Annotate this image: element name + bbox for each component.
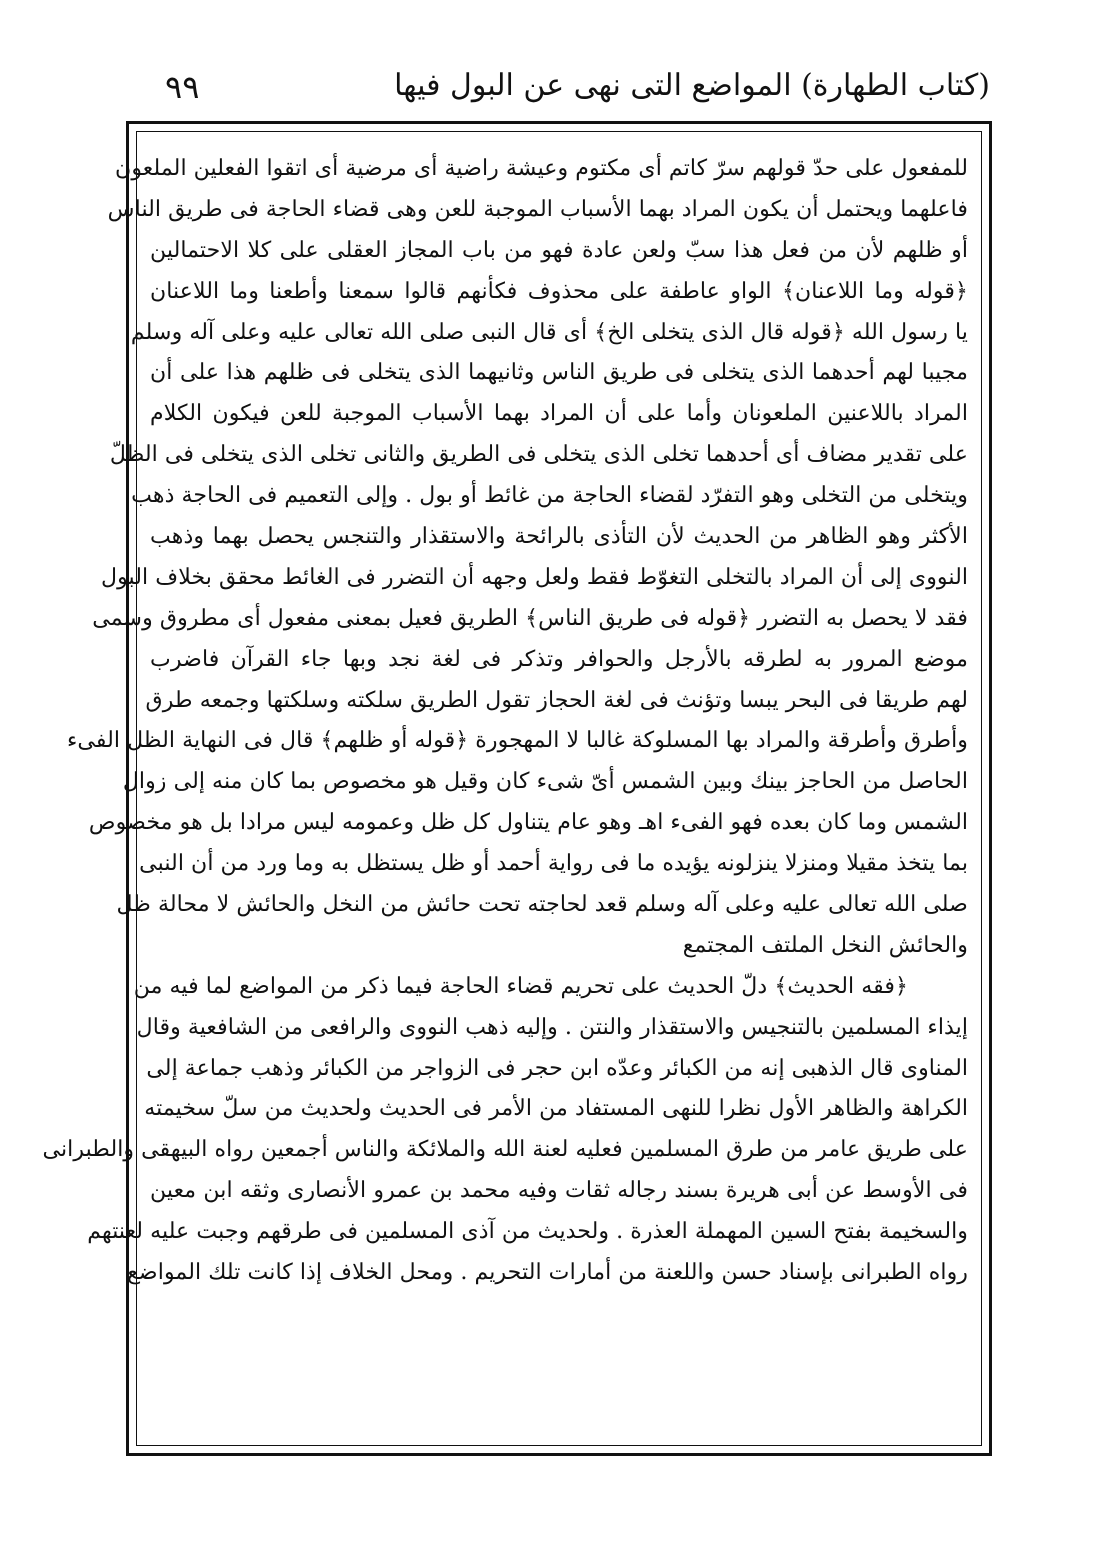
text-line: الشمس وما كان بعده فهو الفىء اهـ وهو عام يتناول كل ظل وعمومه ليس مرادا بل هو مخصوص <box>88 809 968 836</box>
text-line: فى الأوسط عن أبى هريرة بسند رجاله ثقات وفيه محمد بن عمرو الأنصارى وثقه ابن معين <box>150 1177 969 1204</box>
text-line: للمفعول على حدّ قولهم سرّ كاتم أى مكتوم وعيشة راضية أى مرضية أى اتقوا الفعلين الملعون <box>115 155 968 181</box>
text-line: رواه الطبرانى بإسناد حسن واللعنة من أمارات التحريم . ومحل الخلاف إذا كانت تلك المواضع <box>127 1259 968 1286</box>
text-line: أو ظلهم لأن من فعل هذا سبّ ولعن عادة فهو من باب المجاز العقلى على كلا الاحتمالين <box>150 236 968 263</box>
paragraph-start-line: ﴿فقه الحديث﴾ دلّ الحديث على تحريم قضاء الحاجة فيما ذكر من المواضع لما فيه من <box>133 972 908 999</box>
paragraph-end-line: والحائش النخل الملتف المجتمع <box>682 931 968 958</box>
text-line: موضع المرور به لطرقه بالأرجل والحوافر وتذكر فى لغة نجد وبها جاء القرآن فاضرب <box>150 645 968 672</box>
text-line: ويتخلى من التخلى وهو التفرّد لقضاء الحاجة من غائط أو بول . وإلى التعميم فى الحاجة ذهب <box>131 482 968 509</box>
text-line: صلى الله تعالى عليه وعلى آله وسلم قعد لحاجته تحت حائش من النخل والحائش لا محالة ظل <box>116 891 968 918</box>
page-number: ٩٩ <box>165 68 200 106</box>
text-line: المراد باللاعنين الملعونان وأما على أن المراد بهما الأسباب الموجبة للعن فيكون الكلام <box>150 400 968 427</box>
text-line: الحاصل من الحاجز بينك وبين الشمس أىّ شىء كان وقيل هو مخصوص بما كان منه إلى زوال <box>122 768 968 795</box>
text-line: فقد لا يحصل به التضرر ﴿قوله فى طريق الناس﴾ الطريق فعيل بمعنى مفعول أى مطروق وسمى <box>92 604 968 631</box>
text-line: والسخيمة بفتح السين المهملة العذرة . ولحديث من آذى المسلمين فى طرقهم وجبت عليه لعنتهم <box>87 1218 968 1245</box>
text-line: ﴿قوله وما اللاعنان﴾ الواو عاطفة على محذوف فكأنهم قالوا سمعنا وأطعنا وما اللاعنان <box>150 277 968 304</box>
running-title: (كتاب الطهارة) المواضع التى نهى عن البول فيها <box>394 68 990 103</box>
text-line: يا رسول الله ﴿قوله قال الذى يتخلى الخ﴾ أى قال النبى صلى الله تعالى عليه وعلى آله وسلم <box>130 318 968 345</box>
text-line: إيذاء المسلمين بالتنجيس والاستقذار والنتن . وإليه ذهب النووى والرافعى من الشافعية وقال <box>136 1013 968 1040</box>
text-line: لهم طريقا فى البحر يبسا وتؤنث فى لغة الحجاز تقول الطريق سلكته وسلكتها وجمعه طرق <box>145 686 968 713</box>
text-line: الأكثر وهو الظاهر من الحديث لأن التأذى بالرائحة والاستقذار والتنجس يحصل بهما وذهب <box>150 523 968 550</box>
text-line: الكراهة والظاهر الأول نظرا للنهى المستفاد من الأمر فى الحديث ولحديث من سلّ سخيمته <box>144 1095 968 1122</box>
page-header <box>130 66 990 116</box>
text-line: وأطرق وأطرقة والمراد بها المسلوكة غالبا لا المهجورة ﴿قوله أو ظلهم﴾ قال فى النهاية الظل الفىء <box>67 727 968 754</box>
text-line: بما يتخذ مقيلا ومنزلا ينزلونه يؤيده ما فى رواية أحمد أو ظل يستظل به وما ورد من أن النبى <box>139 850 968 877</box>
text-line: على طريق عامر من طرق المسلمين فعليه لعنة الله والملائكة والناس أجمعين رواه البيهقى والطبرانى <box>42 1136 968 1163</box>
text-line: مجيبا لهم أحدهما الذى يتخلى فى طريق الناس وثانيهما الذى يتخلى فى ظلهم هذا على أن <box>150 359 968 386</box>
text-body <box>42 148 969 1293</box>
text-line: المناوى قال الذهبى إنه من الكبائر وعدّه ابن حجر فى الزواجر من الكبائر وذهب جماعة إلى <box>146 1054 968 1081</box>
text-line: النووى إلى أن المراد بالتخلى التغوّط فقط ولعل وجهه أن التضرر فى الغائط محقق بخلاف البول <box>100 563 968 590</box>
text-line: على تقدير مضاف أى أحدهما تخلى الذى يتخلى فى الطريق والثانى تخلى الذى يتخلى فى الظلّ <box>109 441 968 468</box>
text-line: فاعلهما ويحتمل أن يكون المراد بهما الأسباب الموجبة للعن وهى قضاء الحاجة فى طريق الناس <box>107 195 968 222</box>
